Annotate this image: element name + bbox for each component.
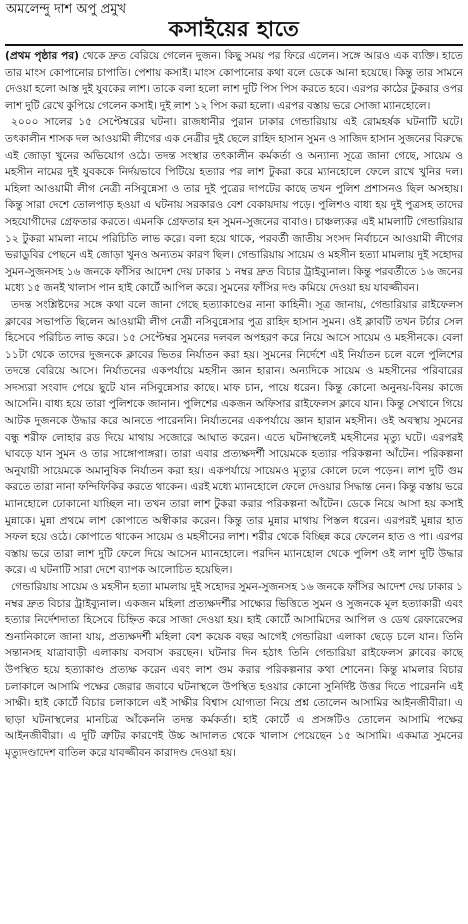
article-paragraph-3: তদন্ত সংশ্লিষ্টদের সঙ্গে কথা বলে জানা গেছে হত্যাকাণ্ডের নানা কাহিনী। সূত্র জানায়, গেন্ডারিয়ার রাইফেলস ক্লাবের সভাপতি ছিলেন আওয়ামী লীগ নেত্রী নসিবুন্নেসার পুত্র রাহিদ হাসান সুমন। ওই ক্লাবটি তখন টর্চার সেল হিসেবে পরিচিত লাভ করে। ১৫ সেপ্টেম্বর সুমনের দলবল অপহরণ করে নিয়ে আসে সায়েম ও মহসীনকে। বেলা ১১টা থেকে তাদের দুজনকে ক্লাবের ভিতর নির্যাতন করা হয়। সুমনের নির্দেশে এই নির্যাতন চলে বলে পুলিশের তদন্তে বেরিয়ে আসে। নির্যাতনের একপর্যায়ে মহসীন জ্ঞান হারান। অন্যদিকে সায়েম ও মহসীনের পরিবারের সদস্যরা সংবাদ পেয়ে ছুটে যান নসিবুন্নেসার কাছে। মাফ চান, পায়ে ধরেন। কিন্তু কোনো অনুনয়-বিনয় কাজে আসেনি। বাধ্য হয়ে তারা পুলিশকে জানান। পুলিশের একজন অফিসার রাইফেলস ক্লাবে যান। কিন্তু সেখানে গিয়ে আটক দুজনকে উদ্ধার করে আনতে পারেননি। নির্যাতনের একপর্যায়ে জ্ঞান হারান মহসীন। ওই অবস্থায় সুমনের বন্ধু শরীফ লোহার রড দিয়ে মাথায় সজোরে আঘাত করেন। এতে ঘটনাস্থলেই মহসীনের মৃত্যু ঘটে। এরপরই ঘাবড়ে যান সুমন ও তার সাঙ্গোপাঙ্গরা। তারা এবার প্রত্যক্ষদর্শী সায়েমকে হত্যার পরিকল্পনা আঁটেন। পরিকল্পনা অনুযায়ী সায়েমকে অমানুষিক নির্যাতন করা হয়। একপর্যায়ে সায়েমও মৃত্যুর কোলে ঢলে পড়েন। লাশ দুটি গুম করতে তারা নানা ফন্দিফিকির করতে থাকেন। এরই মধ্যে ম্যানহোলে ফেলে দেওয়ার সিদ্ধান্ত নেন। কিন্তু বস্তায় ভরে ম্যানহোলে ঢোকানো যাচ্ছিল না। তখন তারা লাশ টুকরা করার পরিকল্পনা আঁটেন। ডেকে নিয়ে আসা হয় কসাই মুন্নাকে। মুন্না প্রথমে লাশ কোপাতে অস্বীকার করেন। কিন্তু তার মুন্নার মাথায় পিস্তল ধরেন। এরপরই মুন্নার হাত সফল হয়ে ওঠে। কোপাতে থাকেন সায়েম ও মহসীনের লাশ। শরীর থেকে বিচ্ছিন্ন করে ফেলেন হাত ও পা। এরপর বস্তায় ভরে তারা লাশ দুটি ফেলে দিয়ে আসেন ম্যানহোলে। পরদিন ম্যানহোল থেকে পুলিশ ওই লাশ দুটি উদ্ধার করে। এ ঘটনাটি সারা দেশে ব্যাপক আলোচিত হয়েছিল। [5, 298, 463, 577]
article-body [5, 48, 463, 762]
headline: কসাইয়ের হাতে [168, 16, 300, 41]
article-paragraph-2: ২০০০ সালের ১৫ সেপ্টেম্বরের ঘটনা। রাজধানীর পুরান ঢাকার গেন্ডারিয়ায় এই রোমহর্ষক ঘটনাটি ঘটে। তৎকালীন শাসক দল আওয়ামী লীগের এক নেত্রীর দুই ছেলে রাহিদ হাসান সুমন ও সাজিদ হাসান সুজনের বিরুদ্ধে এই জোড়া খুনের অভিযোগ ওঠে। তদন্ত সংস্থার তৎকালীন কর্মকর্তা ও অন্যান্য সূত্রে জানা গেছে, সায়েম ও মহসীন নামের দুই যুবককে নির্দয়ভাবে পিটিয়ে হত্যার পর লাশ টুকরা করে ম্যানহোলে ফেলে রাখে খুনির দল। মহিলা আওয়ামী লীগ নেত্রী নসিবুন্নেসা ও তার দুই পুত্রের দাপটের কাছে তখন পুলিশ প্রশাসনও ছিল অসহায়। কিন্তু সারা দেশে তোলপাড় হওয়া এ ঘটনায় সরকারও বেশ বেকায়দায় পড়ে। পুলিশও বাধ্য হয় দুই পুত্রসহ তাদের সহযোগীদের গ্রেফতার করতে। এমনকি গ্রেফতার হন সুমন-সুজনের বাবাও। চাঞ্চল্যকর এই মামলাটি গেন্ডারিয়ার ১২ টুকরা মামলা নামে পরিচিতি লাভ করে। বলা হয়ে থাকে, পরবর্তী জাতীয় সংসদ নির্বাচনে আওয়ামী লীগের ভরাডুবির পেছনে এই জোড়া খুনও অন্যতম কারণ ছিল। গেন্ডারিয়ায় সায়েম ও মহসীন হত্যা মামলায় দুই সহোদর সুমন-সুজনসহ ১৬ জনকে ফাঁসির আদেশ দেয় ঢাকার ১ নম্বর দ্রুত বিচার ট্রাইব্যুনাল। কিন্তু পরবর্তীতে ১৬ জনের মধ্যে ১৫ জনই খালাস পান হাই কোর্টে আপিল করে। সুমনের ফাঁসির দণ্ড কমিয়ে দেওয়া হয় যাবজ্জীবন। [5, 116, 463, 295]
article-paragraph-4: গেন্ডারিয়ায় সায়েম ও মহসীন হত্যা মামলায় দুই সহোদর সুমন-সুজনসহ ১৬ জনকে ফাঁসির আদেশ দেয় ঢাকার ১ নম্বর দ্রুত বিচার ট্রাইব্যুনাল। একজন মহিলা প্রত্যক্ষদর্শীর সাক্ষ্যের ভিত্তিতে সুমন ও সুজনকে মূল হত্যাকারী এবং হত্যার নির্দেশদাতা হিসেবে চিহ্নিত করে সাজা দেওয়া হয়। হাই কোর্টে আসামিদের আপিল ও ডেথ রেফারেন্সের শুনানিকালে জানা যায়, প্রত্যক্ষদর্শী মহিলা বেশ কয়েক বছর আগেই গেন্ডারিয়া এলাকা ছেড়ে চলে যান। তিনি সন্তানসহ যাত্রাবাড়ী এলাকায় বসবাস করছেন। ঘটনার দিন হঠাৎ তিনি গেন্ডারিয়া রাইফেলস ক্লাবের কাছে উপস্থিত হয়ে হত্যাকাণ্ড প্রত্যক্ষ করেন এবং লাশ গুম করার পরিকল্পনার কথা শোনেন। কিন্তু মামলার বিচার চলাকালে আসামি পক্ষের জেরার জবাবে ঘটনাস্থলে উপস্থিত হওয়ার কোনো সুনির্দিষ্ট উত্তর দিতে পারেননি এই সাক্ষী। হাই কোর্টে বিচার চলাকালে এই সাক্ষীর বিশ্বাস যোগ্যতা নিয়ে প্রশ্ন তোলেন আসামির আইনজীবীরা। এ ছাড়া ঘটনাস্থলের মানচিত্র আঁকেননি তদন্ত কর্মকর্তা। হাই কোর্টে এ প্রসঙ্গটিও তোলেন আসামি পক্ষের আইনজীবীরা। এ দুটি ত্রুটির কারণেই উচ্চ আদালত থেকে খালাস পেয়েছেন ১৫ আসামি। একমাত্র সুমনের মৃত্যুদণ্ডাদেশ বাতিল করে যাবজ্জীবন কারাদণ্ড দেওয়া হয়। [5, 581, 463, 759]
article-paragraph-1 [5, 48, 463, 114]
paragraph-1-text: থেকে দ্রুত বেরিয়ে গেলেন দুজন। কিছু সময় পর ফিরে এলেন। সঙ্গে আরও এক ব্যক্তি। হাতে তার মাংস কোপানোর চাপাতি। পেশায় কসাই। মাংস কোপানোর কথা বলে ডেকে আনা হয়েছে। কিন্তু তার সামনে দেওয়া হলো আস্ত দুই যুবকের লাশ। তাকে বলা হলো লাশ দুটি পিস পিস করতে হবে। এরপর কাঠের টুকরার ওপর লাশ দুটি রেখে কুপিয়ে গেলেন কসাই। দুই লাশ ১২ পিস করা হলো। এরপর বস্তায় ভরে সোজা ম্যানহোলে। [5, 50, 463, 112]
continued-from-label: (প্রথম পৃষ্ঠার পর) [5, 50, 80, 62]
headline-rule [5, 44, 463, 46]
byline: অমলেন্দু দাশ অপু প্রমুখ [6, 2, 127, 17]
